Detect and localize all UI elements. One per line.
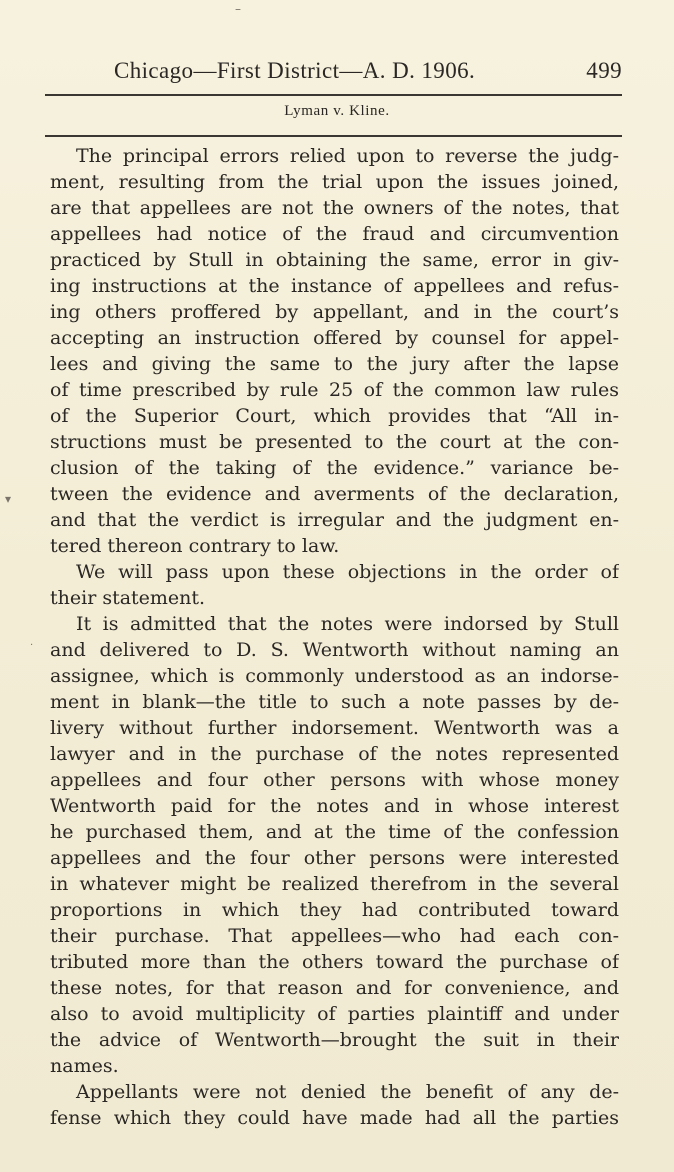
stray-mark: – — [235, 2, 241, 16]
text-line: of the Superior Court, which provides that “All in- — [50, 405, 619, 427]
text-line: tered thereon contrary to law. — [50, 535, 340, 557]
text-line: their statement. — [50, 587, 206, 609]
text-line: fense which they could have made had all the parties — [50, 1107, 619, 1129]
text-line: tween the evidence and averments of the declaration, — [50, 483, 619, 505]
text-line: The principal errors relied upon to reverse the judg- — [76, 145, 619, 167]
body-text — [50, 143, 619, 1131]
text-line: their purchase. That appellees—who had each con- — [50, 925, 619, 947]
text-line: names. — [50, 1055, 119, 1077]
text-line: lees and giving the same to the jury after the lapse — [50, 353, 619, 375]
text-line: lawyer and in the purchase of the notes represented — [50, 743, 619, 765]
text-line: proportions in which they had contributed toward — [50, 899, 619, 921]
text-line: and that the verdict is irregular and the judgment en- — [50, 509, 619, 531]
text-line: the advice of Wentworth—brought the suit in their — [50, 1029, 619, 1051]
text-line: appellees had notice of the fraud and circumvention — [50, 223, 619, 245]
text-line: Appellants were not denied the benefit of any de- — [76, 1081, 619, 1103]
text-line: accepting an instruction offered by counsel for appel- — [50, 327, 619, 349]
running-title: Chicago—First District—A. D. 1906. — [114, 58, 476, 83]
text-line: ing others proffered by appellant, and in the court’s — [50, 301, 619, 323]
case-name: Lyman v. Kline. — [284, 103, 390, 119]
text-line: and delivered to D. S. Wentworth without naming an — [50, 639, 619, 661]
text-line: assignee, which is commonly understood as an indorse- — [50, 665, 619, 687]
case-name-rule — [45, 135, 622, 137]
text-line: these notes, for that reason and for convenience, and — [50, 977, 619, 999]
text-line: are that appellees are not the owners of the notes, that — [50, 197, 619, 219]
text-line: in whatever might be realized therefrom in the several — [50, 873, 619, 895]
margin-mark: ▾ — [5, 492, 12, 506]
text-line: clusion of the taking of the evidence.” variance be- — [50, 457, 619, 479]
running-header — [114, 58, 622, 88]
text-line: he purchased them, and at the time of the confession — [50, 821, 619, 843]
text-line: structions must be presented to the court at the con- — [50, 431, 619, 453]
margin-dot: · — [30, 640, 34, 651]
text-line: tributed more than the others toward the purchase of — [50, 951, 619, 973]
text-line: livery without further indorsement. Wentworth was a — [50, 717, 619, 739]
text-line: It is admitted that the notes were indorsed by Stull — [76, 613, 619, 635]
header-rule — [45, 94, 622, 96]
text-line: ment in blank—the title to such a note passes by de- — [50, 691, 619, 713]
text-line: appellees and the four other persons were interested — [50, 847, 619, 869]
page-number: 499 — [586, 58, 622, 83]
text-line: ing instructions at the instance of appellees and refus- — [50, 275, 619, 297]
text-line: practiced by Stull in obtaining the same, error in giv- — [50, 249, 619, 271]
text-line: appellees and four other persons with whose money — [50, 769, 619, 791]
text-line: of time prescribed by rule 25 of the common law rules — [50, 379, 619, 401]
text-line: Wentworth paid for the notes and in whose interest — [50, 795, 619, 817]
text-line: We will pass upon these objections in the order of — [76, 561, 619, 583]
text-line: also to avoid multiplicity of parties plaintiff and under — [50, 1003, 619, 1025]
text-line: ment, resulting from the trial upon the issues joined, — [50, 171, 619, 193]
